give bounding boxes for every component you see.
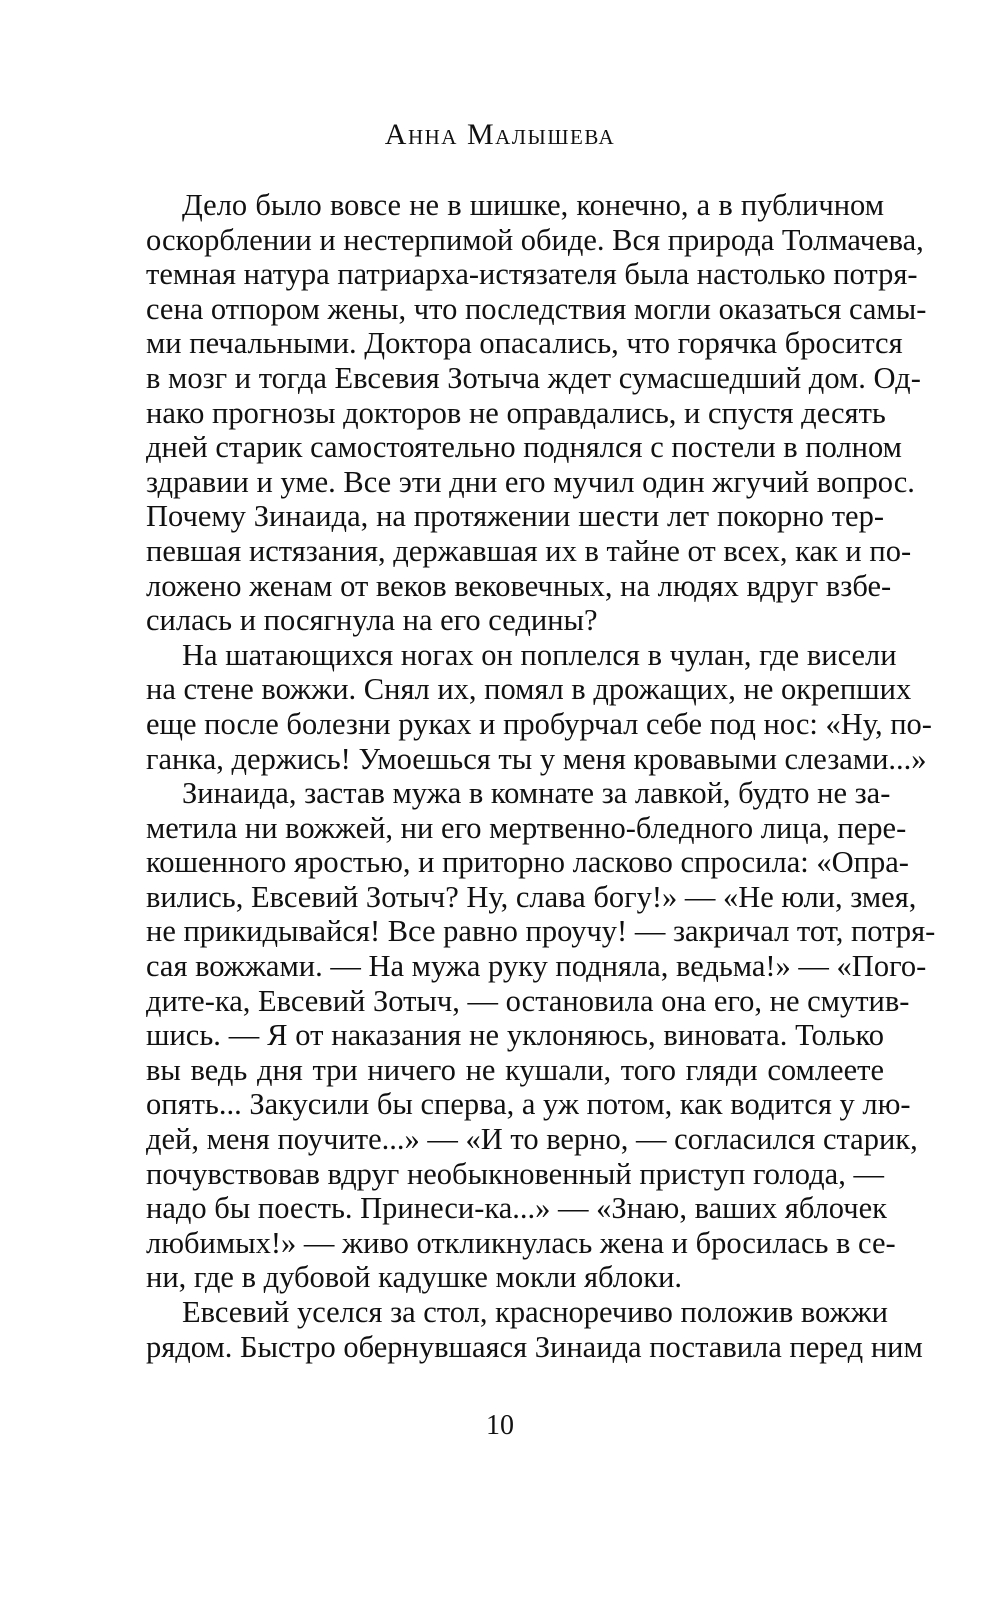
text-line: дите-ка, Евсевий Зотыч, — остановила она его, не смутив- xyxy=(146,983,910,1018)
text-line: Зинаида, застав мужа в комнате за лавкой, будто не за- xyxy=(182,776,891,811)
text-line: опять... Закусили бы сперва, а уж потом, как водится у лю- xyxy=(146,1087,911,1122)
text-line: здравии и уме. Все эти дни его мучил один жгучий вопрос. xyxy=(146,464,915,499)
text-line: вились, Евсевий Зотыч? Ну, слава богу!» — «Не юли, змея, xyxy=(146,879,917,914)
text-line: силась и посягнула на его седины? xyxy=(146,603,598,638)
text-line: оскорблении и нестерпимой обиде. Вся природа Толмачева, xyxy=(146,222,924,257)
paragraph xyxy=(146,776,936,1295)
text-line: вы ведь дня три ничего не кушали, того гляди сомлеете xyxy=(146,1052,884,1087)
page-number: 10 xyxy=(486,1410,514,1441)
text-line: рядом. Быстро обернувшаяся Зинаида поставила перед ним xyxy=(146,1329,923,1364)
body-text xyxy=(146,188,936,1364)
text-line: ганка, держись! Умоешься ты у меня кровавыми слезами...» xyxy=(146,741,927,776)
text-line: кошенного яростью, и приторно ласково спросила: «Опра- xyxy=(146,845,909,880)
text-line: ни, где в дубовой кадушке мокли яблоки. xyxy=(146,1260,683,1295)
text-line: Дело было вовсе не в шишке, конечно, а в публичном xyxy=(182,188,884,222)
text-line: шись. — Я от наказания не уклоняюсь, виновата. Только xyxy=(146,1018,884,1053)
text-line: нако прогнозы докторов не оправдались, и спустя десять xyxy=(146,395,886,430)
running-head: Анна Малышева xyxy=(384,118,616,151)
paragraph xyxy=(146,188,927,638)
text-line: Почему Зинаида, на протяжении шести лет покорно тер- xyxy=(146,499,884,534)
text-line: почувствовав вдруг необыкновенный приступ голода, — xyxy=(146,1156,884,1191)
text-line: в мозг и тогда Евсевия Зотыча ждет сумасшедший дом. Од- xyxy=(146,360,921,395)
text-line: певшая истязания, державшая их в тайне от всех, как и по- xyxy=(146,533,912,568)
text-line: на стене вожжи. Снял их, помял в дрожащих, не окрепших xyxy=(146,672,912,707)
text-line: На шатающихся ногах он поплелся в чулан, где висели xyxy=(182,637,897,672)
text-line: сена отпором жены, что последствия могли оказаться самы- xyxy=(146,291,927,326)
text-line: не прикидывайся! Все равно проучу! — закричал тот, потря- xyxy=(146,914,936,949)
text-line: Евсевий уселся за стол, красноречиво положив вожжи xyxy=(182,1295,888,1329)
text-line: ложено женам от веков вековечных, на людях вдруг взбе- xyxy=(146,568,892,603)
text-line: еще после болезни руках и пробурчал себе под нос: «Ну, по- xyxy=(146,706,932,741)
text-line: сая вожжами. — На мужа руку подняла, ведьма!» — «Пого- xyxy=(146,949,927,984)
text-line: темная натура патриарха-истязателя была настолько потря- xyxy=(146,257,918,292)
paragraph xyxy=(146,637,932,776)
paragraph xyxy=(146,1295,923,1364)
text-line: метила ни вожжей, ни его мертвенно-бледного лица, пере- xyxy=(146,810,907,845)
text-line: дей, меня поучите...» — «И то верно, — согласился старик, xyxy=(146,1122,918,1157)
text-line: надо бы поесть. Принеси-ка...» — «Знаю, ваших яблочек xyxy=(146,1191,887,1226)
text-line: дней старик самостоятельно поднялся с постели в полном xyxy=(146,430,902,465)
text-line: ми печальными. Доктора опасались, что горячка бросится xyxy=(146,326,903,361)
text-line: любимых!» — живо откликнулась жена и бросилась в се- xyxy=(146,1225,896,1260)
